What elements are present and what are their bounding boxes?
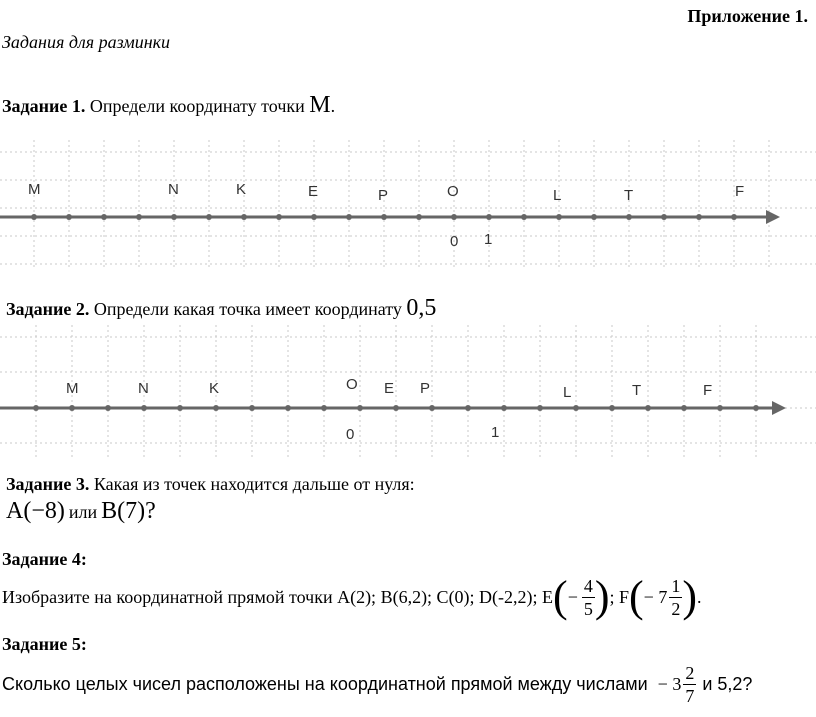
line1-point-label: N bbox=[168, 181, 179, 198]
line2-zero-label: 0 bbox=[346, 426, 355, 443]
task3-text: Какая из точек находится дальше от нуля: bbox=[93, 474, 415, 494]
number-line-1 bbox=[0, 140, 816, 270]
line2-one-label: 1 bbox=[491, 424, 500, 441]
task4-f-minus: − 7 bbox=[643, 586, 668, 607]
task2-value: 0,5 bbox=[406, 295, 437, 321]
fraction-numerator: 1 bbox=[671, 575, 681, 596]
line1-point-label: E bbox=[308, 183, 319, 200]
line1-zero-label: 0 bbox=[450, 233, 459, 250]
fraction-denominator: 2 bbox=[671, 598, 681, 619]
axis-1-dots bbox=[31, 214, 737, 220]
paren-close: ) bbox=[682, 572, 697, 621]
task3-point-a: A(−8) bbox=[6, 498, 65, 524]
line1-point-label: P bbox=[378, 187, 389, 204]
task4-text: Изобразите на координатной прямой точки A(2); B(6,2); C(0); D(-2,2); E bbox=[2, 586, 554, 607]
warmup-title: Задания для разминки bbox=[2, 32, 171, 52]
line1-point-label: O bbox=[447, 183, 459, 200]
line1-point-label: K bbox=[236, 181, 247, 198]
task4-e-fraction bbox=[582, 577, 595, 618]
task3-or: или bbox=[68, 502, 98, 522]
task1-label: Задание 1. bbox=[2, 96, 86, 116]
line1-point-label: T bbox=[624, 187, 634, 204]
task1-text: Определи координату точки bbox=[89, 96, 305, 116]
line1-point-label: M bbox=[28, 181, 41, 198]
grid-2 bbox=[0, 325, 816, 460]
line2-point-label: L bbox=[563, 384, 572, 401]
number-line-2 bbox=[0, 325, 816, 460]
paren-close: ) bbox=[594, 572, 610, 621]
task3-options bbox=[6, 498, 156, 525]
task5-minus-whole: − 3 bbox=[657, 674, 682, 694]
paren-open: ( bbox=[629, 572, 644, 621]
line2-point-label: F bbox=[703, 382, 713, 399]
task3-point-b: B(7)? bbox=[101, 498, 156, 524]
fraction-denominator: 5 bbox=[583, 598, 593, 619]
line1-one-label: 1 bbox=[484, 231, 493, 248]
task4-text-row bbox=[2, 572, 702, 621]
fraction-numerator: 2 bbox=[685, 663, 695, 683]
line2-point-label: T bbox=[632, 382, 642, 399]
task3-heading bbox=[6, 474, 415, 495]
line2-point-label: E bbox=[384, 380, 395, 397]
fraction-numerator: 4 bbox=[583, 575, 593, 596]
task4-sep: ; F bbox=[609, 586, 630, 607]
axis-2-arrow bbox=[772, 401, 786, 415]
task4-f-fraction bbox=[669, 577, 682, 618]
task5-text-row bbox=[2, 664, 752, 705]
task3-label: Задание 3. bbox=[6, 474, 90, 494]
line2-point-label: N bbox=[138, 380, 149, 397]
line2-point-label: P bbox=[420, 380, 431, 397]
line2-point-label: M bbox=[66, 380, 79, 397]
task2-label: Задание 2. bbox=[6, 299, 90, 319]
task2-text: Определи какая точка имеет координату bbox=[93, 299, 402, 319]
line1-point-label: L bbox=[553, 187, 562, 204]
line1-point-label: F bbox=[735, 183, 745, 200]
task2-heading bbox=[6, 295, 436, 322]
grid-1 bbox=[0, 140, 816, 270]
task4-end: . bbox=[696, 586, 702, 607]
task4-label: Задание 4: bbox=[2, 549, 87, 569]
task5-fraction bbox=[683, 664, 696, 705]
task1-point: M bbox=[309, 92, 331, 118]
task5-text: Сколько целых чисел расположены на координатной прямой между числами bbox=[2, 674, 648, 694]
task1-heading bbox=[2, 92, 335, 119]
appendix-label: Приложение 1. bbox=[687, 6, 808, 26]
task5-rest: и 5,2? bbox=[702, 674, 753, 694]
line2-point-label: K bbox=[209, 380, 220, 397]
paren-open: ( bbox=[553, 572, 568, 621]
line2-point-label: O bbox=[346, 376, 358, 393]
task5-label: Задание 5: bbox=[2, 634, 87, 654]
axis-1-arrow bbox=[766, 210, 780, 224]
fraction-denominator: 7 bbox=[685, 686, 695, 706]
task4-e-minus: − bbox=[567, 586, 578, 607]
axis-2-dots bbox=[33, 405, 759, 411]
task1-end: . bbox=[330, 96, 336, 116]
